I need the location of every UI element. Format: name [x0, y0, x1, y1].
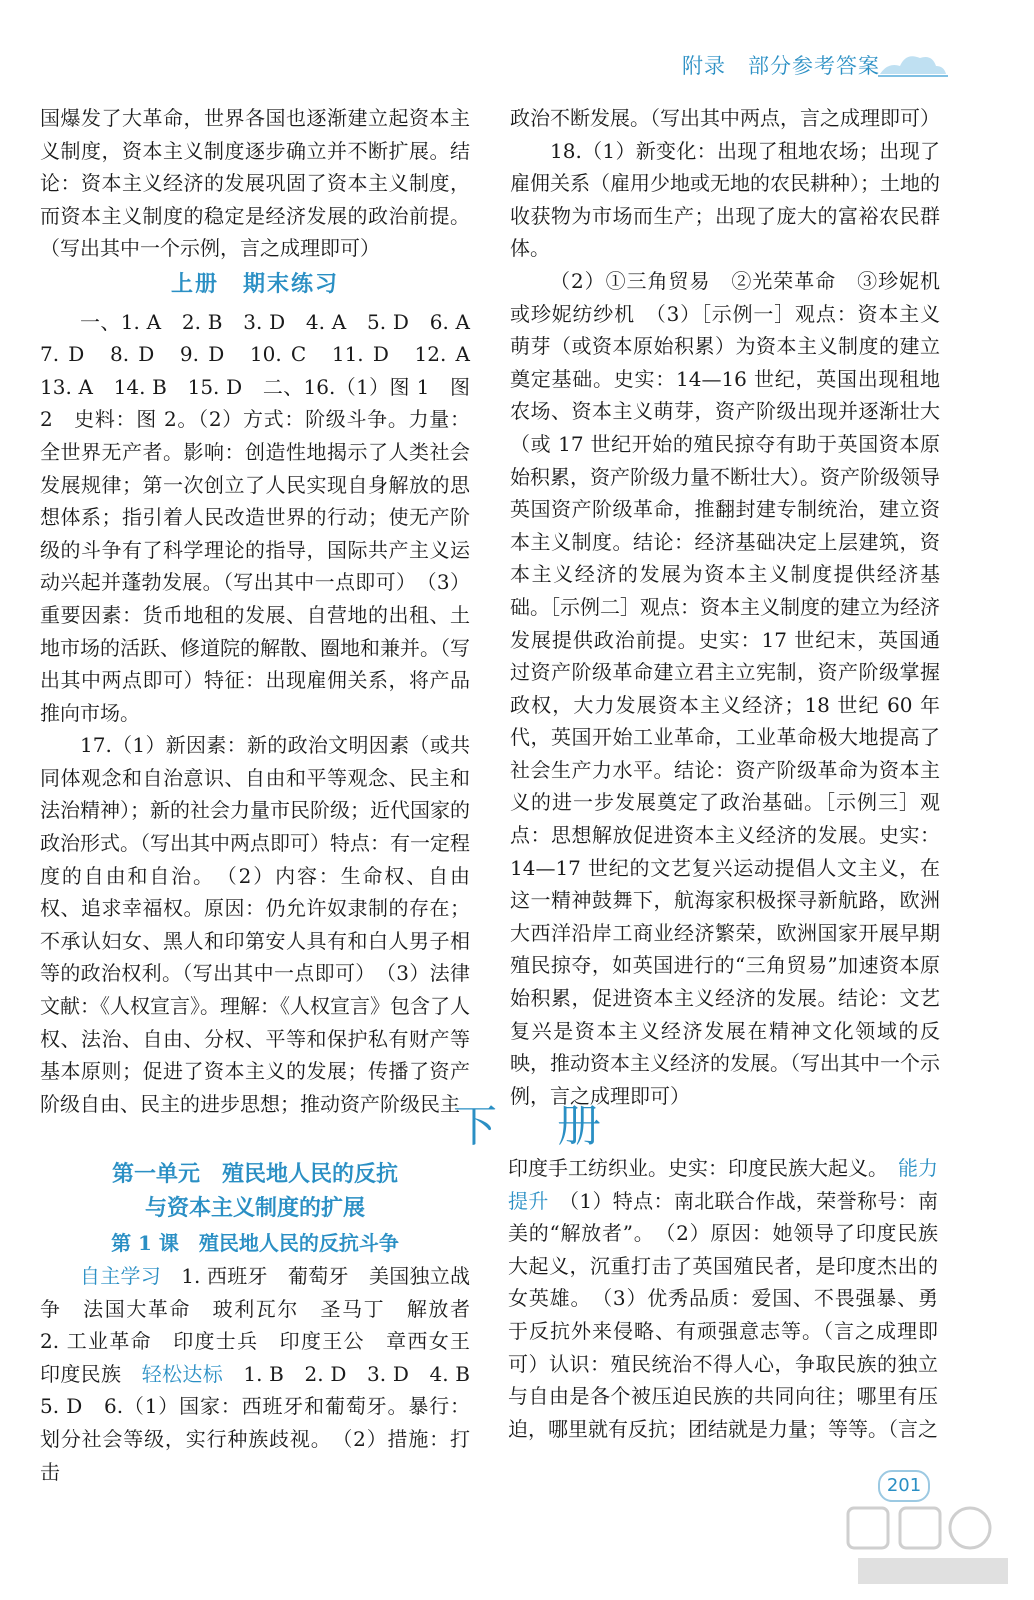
lesson-title: 第 1 课 殖民地人民的反抗斗争 [111, 1231, 399, 1255]
cloud-icon [878, 48, 948, 78]
answer-text: （1）特点：南北联合作战，荣誉称号：南美的“解放者”。 （2）原因：她领导了印度民族大起义，沉重打击了英国殖民者，是印度杰出的女英雄。 （3）优秀品质：爱国、不畏强暴、勇于反抗外来侵略、有顽强意志等。（言之成理即可）认识：殖民统治不得人心，争取民族的独立与自由是各个被压迫民族的共同向往；哪里有压迫，哪里就有反抗；团结就是力量；等等。（言之 [508, 1188, 939, 1441]
tag-easy-target: 轻松达标 [141, 1361, 224, 1386]
paragraph [40, 1260, 491, 1488]
answer-text: 印度手工纺织业。史实：印度民族大起义。 [508, 1156, 898, 1180]
left-column-bottom [40, 1158, 491, 1488]
page-number: 201 [878, 1470, 930, 1502]
volume-title: 下册 [453, 1101, 661, 1152]
unit-title-line-2: 与资本主义制度的扩展 [144, 1196, 365, 1221]
left-column-top [40, 102, 490, 1120]
right-column-bottom [508, 1152, 938, 1445]
right-column-top [510, 102, 940, 1112]
tag-ability: 能力提升 [508, 1156, 938, 1213]
paragraph: 18.（1）新变化：出现了租地农场；出现了雇佣关系（雇用少地或无地的农民耕种）；土地的收获物为市场而生产；出现了庞大的富裕农民群体。 [510, 138, 940, 261]
unit-title: 第一单元 殖民地人民的反抗 [111, 1162, 398, 1187]
section-title: 上册 期末练习 [170, 271, 339, 297]
paragraph: 17.（1）新因素：新的政治文明因素（或共同体观念和自治意识、自由和平等观念、民主和法治精神）；新的社会力量市民阶级；近代国家的政治形式。（写出其中两点即可）特点：有一定程度的自由和自治。 （2）内容：生命权、自由权、追求幸福权。原因：仍允许奴隶制的存在；不承认妇女、黑人和印第安人具有和白人男子相等的政治权利。（写出其中一点即可） （3）法律文献：《人权宣言》。理解：《人权宣言》包含了人权、法治、自由、分权、平等和保护私有财产等基本原则；促进了资本主义的发展；传播了资产阶级自由、民主的进步思想；推动资产阶级民主 [40, 733, 470, 1116]
answer-text: 1. 西班牙 葡萄牙 美国独立战争 法国大革命 玻利瓦尔 圣马丁 解放者 2. 工业革命 印度士兵 印度王公 章西女王 印度民族 [40, 1264, 490, 1386]
paragraph: 政治不断发展。（写出其中两点，言之成理即可） [510, 106, 940, 130]
page-header [682, 48, 982, 82]
tag-self-study: 自主学习 [80, 1264, 162, 1288]
answer-text: 1. B 2. D 3. D 4. B 5. D 6.（1）国家：西班牙和葡萄牙。暴行：划分社会等级，实行种族歧视。 （2）措施：打击 [40, 1361, 491, 1484]
paragraph: （2）①三角贸易 ②光荣革命 ③珍妮机或珍妮纺纱机 （3）［示例一］观点：资本主义萌芽（或资本原始积累）为资本主义制度的建立奠定基础。史实：14—16 世纪，英国出现租地农场、资本主义萌芽，资产阶级出现并逐渐壮大（或 17 世纪开始的殖民掠夺有助于英国资本原始积累，资产阶级力量不断壮大）。资产阶级领导英国资产阶级革命，推翻封建专制统治，建立资本主义制度。结论：经济基础决定上层建筑，资本主义经济的发展为资本主义制度提供经济基础。［示例二］观点：资本主义制度的建立为经济发展提供政治前提。史实：17 世纪末，英国通过资产阶级革命建立君主立宪制，资产阶级掌握政权，大力发展资本主义经济；18 世纪 60 年代，英国开始工业革命，工业革命极大地提高了社会生产力水平。结论：资产阶级革命为资本主义的进一步发展奠定了政治基础。［示例三］观点：思想解放促进资本主义经济的发展。史实：14—17 世纪的文艺复兴运动提倡人文主义，在这一精神鼓舞下，航海家积极探寻新航路，欧洲大西洋沿岸工商业经济繁荣，欧洲国家开展早期殖民掠夺，如英国进行的“三角贸易”加速资本原始积累，促进资本主义经济的发展。结论：文艺复兴是资本主义经济发展在精神文化领域的反映，推动资本主义经济的发展。（写出其中一个示例，言之成理即可） [510, 268, 940, 1108]
paragraph: 一、1. A 2. B 3. D 4. A 5. D 6. A 7. D 8. D 9. D 10. C 11. D 12. A 13. A 14. B 15. D 二、16.（1）图 1 图 2 史料：图 2。（2）方式：阶级斗争。力量：全世界无产者。影响：创造性地揭示了人类社会发展规律；第一次创立了人民实现自身解放的思想体系；指引着人民改造世界的行动；使无产阶级的斗争有了科学理论的指导，国际共产主义运动兴起并蓬勃发展。（写出其中一点即可） （3）重要因素：货币地租的发展、自营地的出租、土地市场的活跃、修道院的解散、圈地和兼并。（写出其中两点即可）特征：出现雇佣关系，将产品推向市场。 [40, 309, 490, 725]
paragraph: 国爆发了大革命，世界各国也逐渐建立起资本主义制度，资本主义制度逐步确立并不断扩展。结论：资本主义经济的发展巩固了资本主义制度，而资本主义制度的稳定是经济发展的政治前提。（写出其中一个示例，言之成理即可） [40, 106, 470, 261]
header-text: 附录 部分参考答案 [682, 54, 880, 78]
paragraph [508, 1152, 938, 1445]
watermark-logo [838, 1500, 1018, 1590]
